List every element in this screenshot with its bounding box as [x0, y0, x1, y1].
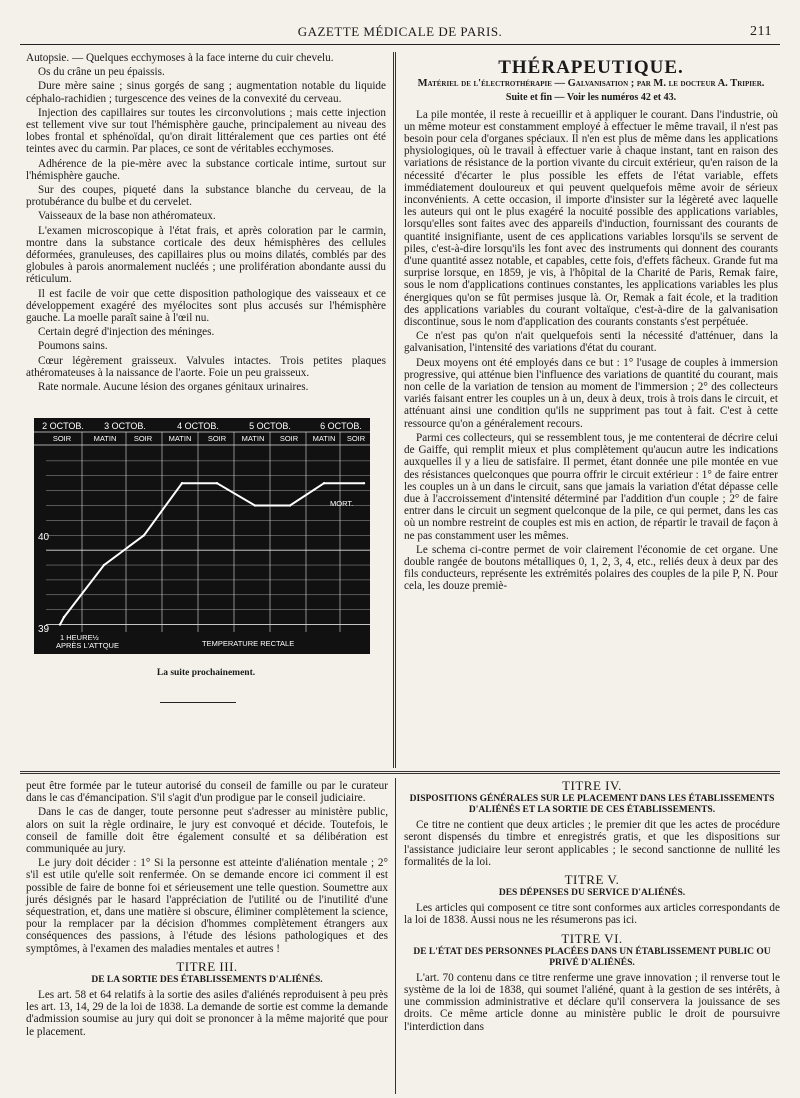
- titre-subheading: DISPOSITIONS GÉNÉRALES SUR LE PLACEMENT DANS LES ÉTABLISSEMENTS D'ALIÉNÉS ET LA SORTIE DE CES ÉTABLISSEMENTS.: [409, 794, 775, 816]
- start-annotation-line2: APRÈS L'ATTQUE: [56, 641, 119, 650]
- chart-caption: La suite prochainement.: [156, 668, 256, 678]
- paragraph: Parmi ces collecteurs, qui se ressemblent tous, je me contenterai de décrire celui de Gaiffe, qui remplit mieux et plus complètement qu'aucun autre les indications auxquelles il y a lieu de satisfaire. Il permet, étant donnée une pile montée en vue des résistances quelconques que pourra offrir le circuit extérieur : 1° de faire entrer les couples un à un dans le circuit, sans que jamais la variation d'état dépasse celle due à l'accroissement d'intensité déterminé par l'addition d'un couple ; 2° de faire entrer dans le circuit un segment quelconque de la pile, ce qui permet, dans les cas où un nombre restreint de couples est mis en action, de répartir le travail de façon à ne pas constamment user les mêmes.: [404, 431, 778, 542]
- article-subheading: Suite et fin — Voir les numéros 42 et 43.: [505, 92, 677, 104]
- temperature-chart: [34, 418, 370, 654]
- date-label: 4 OCTOB.: [177, 421, 219, 431]
- paragraph: Deux moyens ont été employés dans ce but : 1° l'usage de couples à immersion progressive, qui atténue bien l'influence des variations de quantité du courant, mais non celle de la variation de tension au moment de l'immersion ; 2° des collecteurs variés faisant entrer les couples un à un, deux à deux, trois à trois dans le circuit, et atténuant ainsi une condition qu'ils ne suppriment pas tout à fait. C'est à cette ressource qu'on a généralement recours.: [404, 356, 778, 430]
- paragraph: peut être formée par le tuteur autorisé du conseil de famille ou par le curateur dans le cas d'émancipation. S'il s'agit d'un prodigue par le conseil judiciaire.: [26, 780, 388, 805]
- temperature-point: [143, 534, 145, 536]
- date-label: 2 OCTOB.: [42, 421, 84, 431]
- journal-title: GAZETTE MÉDICALE DE PARIS.: [297, 24, 503, 39]
- period-label: SOIR: [279, 434, 299, 443]
- paragraph: L'examen microscopique à l'état frais, et après coloration par le carmin, montre dans la substance corticale des deux hémisphères des cellules déformées, granuleuses, des capillaires plus ou moins dilatés, comblés par des globules à parois anormalement nucléés ; une prolifération abondante aussi du réticulum.: [26, 224, 386, 286]
- date-label: 6 OCTOB.: [320, 421, 362, 431]
- titre-heading: TITRE III.: [176, 958, 238, 974]
- titre-subheading: DE LA SORTIE DES ÉTABLISSEMENTS D'ALIÉNÉS.: [91, 975, 323, 986]
- page-header: [20, 22, 780, 45]
- temperature-point: [103, 564, 105, 566]
- section-divider: [20, 771, 780, 774]
- law-column-left: [26, 780, 388, 1040]
- paragraph: Le schema ci-contre permet de voir clairement l'économie de cet organe. Une double rangée de boutons métalliques 0, 1, 2, 3, 4, etc., reliés deux à deux par des fils conducteurs, représente les extrémités polaires des couples de la pile P, N. Pour cela, les douze premiè-: [404, 543, 778, 593]
- temperature-chart-svg: [34, 418, 370, 654]
- y-label-40: 40: [38, 532, 50, 543]
- section-title: THÉRAPEUTIQUE.: [498, 57, 684, 78]
- titre-subheading: DE L'ÉTAT DES PERSONNES PLACÉES DANS UN ÉTABLISSEMENT PUBLIC OU PRIVÉ D'ALIÉNÉS.: [413, 946, 771, 968]
- paragraph: La pile montée, il reste à recueillir et à appliquer le courant. Dans l'industrie, où un même moteur est constamment employé à effectuer le même travail, il n'est pas besoin pour cela d'organes spéciaux. Il n'en est plus de même dans les applications physiologiques, où le travail à effectuer varie à chaque instant, tant en raison des variations de résistance de la portion vivante du circuit extérieur, qu'en raison de la nécessité d'écarter le plus possible les effets de l'état variable, effets immédiatement douloureux et qui peuvent quelquefois même avoir de sérieux inconvénients. A cette occasion, il importe d'insister sur la légèreté avec laquelle les auteurs qui ont le plus exagéré la nocuité possible des applications variables, lorsqu'elles sont faites avec des appareils d'induction, fournissant des courants de quantité insignifiante, usent de ces applications variables lorsqu'ils se servent de piles, c'est-à-dire lorsqu'ils les font avec des instruments qui donnent des courants d'une quantité assez notable, et capables, cette fois, d'effets fâcheux. Grande fut ma surprise lorsque, en 1859, je vis, à l'hôpital de la Charité de Paris, Remak faire, sous le nom d'applications continues constantes, les applications variables les plus énergiques qu'on se fût permises jusque là. Or, Remak a fait école, et la tradition des applications variables du courant voltaïque, c'est-à-dire de la galvanisation discontinue, sous le nom d'application des courants constants s'est perpétuée.: [404, 108, 778, 329]
- temperature-point: [363, 482, 365, 484]
- period-label: MATIN: [168, 434, 192, 443]
- paragraph: Ce titre ne contient que deux articles ; le premier dit que les actes de procédure seront dispensés du timbre et enregistrés gratis, et que les dispositions sur l'assistance judiciaire leur seront applicables ; le second sanctionne de nullité les formalités de la loi.: [404, 819, 780, 868]
- death-annotation: MORT.: [330, 499, 354, 508]
- titre-heading: TITRE IV.: [562, 778, 622, 793]
- column-divider-top: [393, 52, 396, 768]
- paragraph: Les art. 58 et 64 relatifs à la sortie des asiles d'aliénés reproduisent à peu près les art. 13, 14, 29 de la loi de 1838. La demande de sortie est comme la demande d'admission soumise au jury qui doit se prononcer à la même majorité que pour le placement.: [26, 989, 388, 1038]
- temperature-point: [59, 623, 61, 625]
- titre-subheading: DES DÉPENSES DU SERVICE D'ALIÉNÉS.: [498, 888, 686, 899]
- y-label-39: 39: [38, 624, 50, 635]
- start-annotation-line1: 1 HEURE½: [60, 633, 99, 642]
- period-label: MATIN: [93, 434, 117, 443]
- column-divider-bottom: [395, 778, 396, 1094]
- paragraph: Injection des capillaires sur toutes les circonvolutions ; mais cette injection est tellement vive sur tout l'hémisphère gauche, principalement au niveau des lobes frontal et sphénoïdal, qu'on dirait littéralement que ces parties ont été teintes avec du carmin. Par places, ce sont de véritables ecchymoses.: [26, 106, 386, 156]
- paragraph: Autopsie. — Quelques ecchymoses à la face interne du cuir chevelu.: [26, 52, 334, 64]
- chart-period-headers: [53, 434, 366, 443]
- titre-heading: TITRE V.: [564, 872, 620, 888]
- page-number: 211: [750, 24, 772, 39]
- period-label: MATIN: [241, 434, 265, 443]
- temperature-point: [63, 616, 65, 618]
- temperature-point: [289, 504, 291, 506]
- therapeutique-column: [404, 52, 778, 595]
- paragraph: Vaisseaux de la base non athéromateux.: [38, 210, 216, 223]
- autopsy-column: [26, 52, 386, 395]
- period-label: MATIN: [312, 434, 336, 443]
- paragraph: Certain degré d'injection des méninges.: [38, 326, 215, 339]
- paragraph: Rate normale. Aucune lésion des organes génitaux urinaires.: [38, 381, 309, 394]
- paragraph: Dure mère saine ; sinus gorgés de sang ; augmentation notable du liquide céphalo-rachidien ; turgescence des veines de la convexité du cerveau.: [26, 80, 386, 105]
- chart-bottom-label: TEMPERATURE RECTALE: [202, 639, 295, 648]
- law-column-right: [404, 780, 780, 1035]
- chart-background: [34, 418, 370, 654]
- period-label: SOIR: [133, 434, 153, 443]
- titre-heading: TITRE VI.: [561, 930, 623, 946]
- article-heading: Matériel de l'électrothérapie — Galvanisation ; par M. le docteur A. Tripier.: [417, 78, 765, 90]
- date-label: 3 OCTOB.: [104, 421, 146, 431]
- paragraph: Poumons sains.: [38, 340, 108, 353]
- temperature-point: [323, 482, 325, 484]
- paragraph: Il est facile de voir que cette disposition pathologique des vaisseaux et ce développement exagéré des myélocites sont plus accusés sur l'hémisphère gauche. La moelle paraît saine à l'œil nu.: [26, 287, 386, 325]
- paragraph: Sur des coupes, piqueté dans la substance blanche du cerveau, de la protubérance du bulbe et du cervelet.: [26, 184, 386, 209]
- temperature-point: [181, 482, 183, 484]
- date-label: 5 OCTOB.: [249, 421, 291, 431]
- paragraph: Le jury doit décider : 1° Si la personne est atteinte d'aliénation mentale ; 2° s'il est utile qu'elle soit renfermée. On se demande encore ici comment il est possible de faire de bonne foi et sérieusement une telle question. Soumettre aux jurés désignés par le hasard l'appréciation de l'utilité ou de l'inutilité d'une séquestration, et, dans une matière si obscure, éliminer complètement la science, pour la remplacer par la décision d'hommes complètement étrangers aux conséquences des passions, à l'étude des lésions pathologiques et des symptômes, à l'examen des maladies mentales et autres !: [26, 857, 388, 955]
- paragraph: Les articles qui composent ce titre sont conformes aux articles correspondants de la loi de 1838. Aussi nous ne les résumerons pas ici.: [404, 902, 780, 927]
- short-rule: [160, 702, 236, 703]
- paragraph: Ce n'est pas qu'on n'ait quelquefois senti la nécessité d'atténuer, dans la galvanisation, l'intensité des variations d'état du courant.: [404, 330, 778, 355]
- paragraph: Dans le cas de danger, toute personne peut s'adresser au ministère public, alors on suit la règle ordinaire, le jury est convoqué et décide. Toutefois, le conseil de famille doit être également consulté et sa délibération est communiquée au jury.: [26, 806, 388, 856]
- temperature-point: [216, 482, 218, 484]
- period-label: SOIR: [346, 434, 366, 443]
- paragraph: Adhérence de la pie-mère avec la substance corticale intime, surtout sur l'hémisphère gauche.: [26, 157, 386, 182]
- temperature-point: [254, 504, 256, 506]
- paragraph: L'art. 70 contenu dans ce titre renferme une grave innovation ; il renverse tout le système de la loi de 1838, qui soumet l'aliéné, quant à la gestion de ses intérêts, à une commission administrative et déclare qu'il conservera la jouissance de ses droits. Ce même article donne au ministère public le droit de poursuivre l'interdiction dans: [404, 971, 780, 1033]
- paragraph: Cœur légèrement graisseux. Valvules intactes. Trois petites plaques athéromateuses à la naissance de l'aorte. Foie un peu graisseux.: [26, 354, 386, 379]
- period-label: SOIR: [207, 434, 227, 443]
- period-label: SOIR: [52, 434, 72, 443]
- paragraph: Os du crâne un peu épaissis.: [38, 66, 165, 79]
